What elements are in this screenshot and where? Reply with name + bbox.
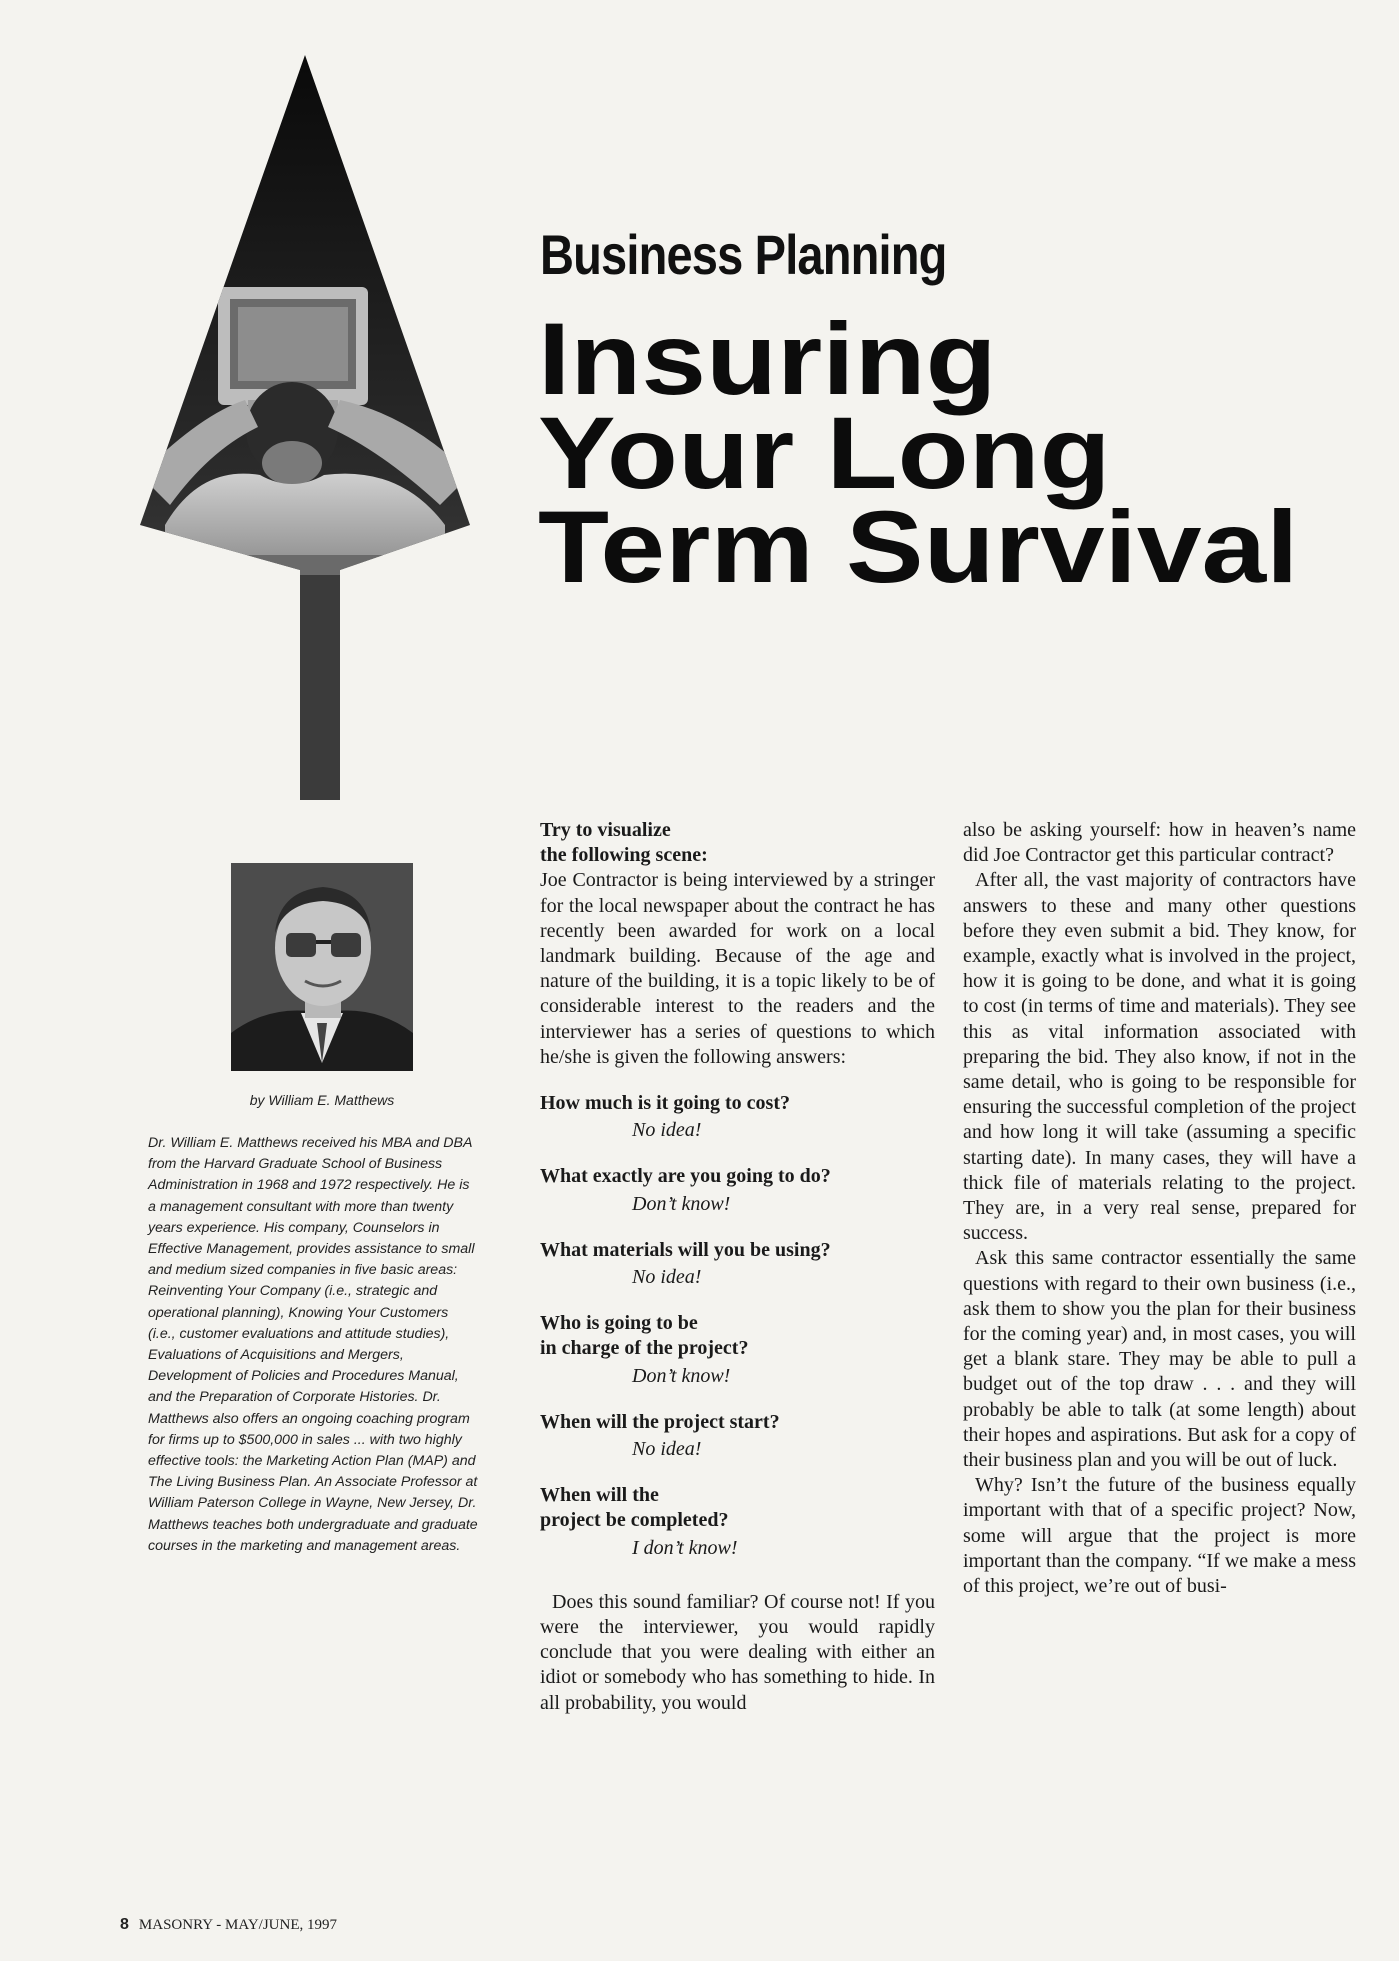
answer: Don’t know! — [632, 1364, 731, 1387]
question: How much is it going to cost? — [540, 1092, 790, 1115]
question: What exactly are you going to do? — [540, 1165, 831, 1188]
lead-line-1: Try to visualize — [540, 819, 671, 841]
question-continued: project be completed? — [540, 1509, 729, 1532]
paragraph: Ask this same contractor essentially the same questions with regard to their own business (i.e., ask them to show you the plan for their business for the coming year) and, in most cases, you will get a blank stare. They may be able to pull a budget out of the top draw . . . and they will probably be able to talk (at some length) about their hopes and aspirations. But ask for a copy of their business plan and you will be out of luck. — [963, 1247, 1356, 1472]
author-portrait-image — [231, 863, 413, 1071]
man-at-computer-image — [140, 55, 470, 800]
question: Who is going to be — [540, 1312, 698, 1335]
continued-paragraph: also be asking yourself: how in heaven’s name did Joe Contractor get this particular contract? — [963, 819, 1356, 867]
lead-line-2: the following scene: — [540, 844, 708, 867]
answer: Don’t know! — [632, 1192, 731, 1215]
question: When will the — [540, 1484, 659, 1507]
headline-line-3: Term Survival — [538, 490, 1299, 604]
question: What materials will you be using? — [540, 1238, 831, 1261]
byline: by William E. Matthews — [249, 1092, 395, 1108]
paragraph: After all, the vast majority of contractors have answers to these and many other questions before they even submit a bid. They know, for example, exactly what is involved in the project, how it is going to be done, and what it is going to cost (in terms of time and materials). They see this as vital information associated with preparing the bid. They also know, if not in the same detail, who is going to be responsible for ensuring the successful completion of the project and how long it will take (assuming a specific starting date). In many cases, they will have a thick file of materials relating to the project. They are, in a very real sense, prepared for success. — [963, 869, 1356, 1245]
answer: No idea! — [632, 1438, 702, 1461]
section-label: Business Planning — [540, 223, 947, 286]
question: When will the project start? — [540, 1410, 780, 1433]
intro-paragraph: Joe Contractor is being interviewed by a stringer for the local newspaper about the contract he has recently been awarded for work on a local landmark building. Because of the age and nature of the building, it is a topic likely to be of considerable interest to the readers and the interviewer has a series of questions to which he/she is given the following answers: — [540, 869, 935, 1068]
qa-item — [540, 1410, 935, 1462]
qa-item — [540, 1091, 935, 1143]
article-column-right — [963, 818, 1356, 1599]
page-footer — [120, 1916, 337, 1934]
article-headline — [538, 302, 1299, 604]
headline-line-1: Insuring — [538, 302, 997, 416]
answer: No idea! — [632, 1266, 702, 1289]
author-photo — [231, 863, 413, 1071]
answer: No idea! — [632, 1119, 702, 1142]
qa-item — [540, 1311, 935, 1389]
page-number: 8 — [120, 1916, 129, 1933]
article-column-middle — [540, 818, 935, 1716]
answer: I don’t know! — [632, 1536, 738, 1559]
headline-line-2: Your Long — [538, 396, 1111, 510]
qa-item — [540, 1164, 935, 1216]
question-continued: in charge of the project? — [540, 1337, 749, 1360]
paragraph: Why? Isn’t the future of the business equally important with that of a specific project? Now, some will argue that the project is more important than the company. “If we make a mess of this project, we’re out of busi- — [963, 1474, 1356, 1598]
qa-item — [540, 1483, 935, 1561]
hero-illustration — [140, 55, 470, 800]
publication-info: MASONRY - MAY/JUNE, 1997 — [138, 1917, 337, 1933]
qa-item — [540, 1238, 935, 1290]
closing-paragraph: Does this sound familiar? Of course not! If you were the interviewer, you would rapidly conclude that you were dealing with either an idiot or somebody who has something to hide. In all probability, you would — [540, 1590, 935, 1714]
author-bio: Dr. William E. Matthews received his MBA and DBA from the Harvard Graduate School of Business Administration in 1968 and 1972 respectively. He is a management consultant with more than twenty years experience. His company, Counselors in Effective Management, provides assistance to small and medium sized companies in five basic areas: Reinventing Your Company (i.e., strategic and operational planning), Knowing Your Customers (i.e., customer evaluations and attitude studies), Evaluations of Acquisitions and Mergers, Development of Policies and Procedures Manual, and the Preparation of Corporate Histories. Dr. Matthews also offers an ongoing coaching program for firms up to $500,000 in sales ... with two highly effective tools: the Marketing Action Plan (MAP) and The Living Business Plan. An Associate Professor at William Paterson College in Wayne, New Jersey, Dr. Matthews teaches both undergraduate and graduate courses in the marketing and management areas. — [148, 1135, 478, 1554]
